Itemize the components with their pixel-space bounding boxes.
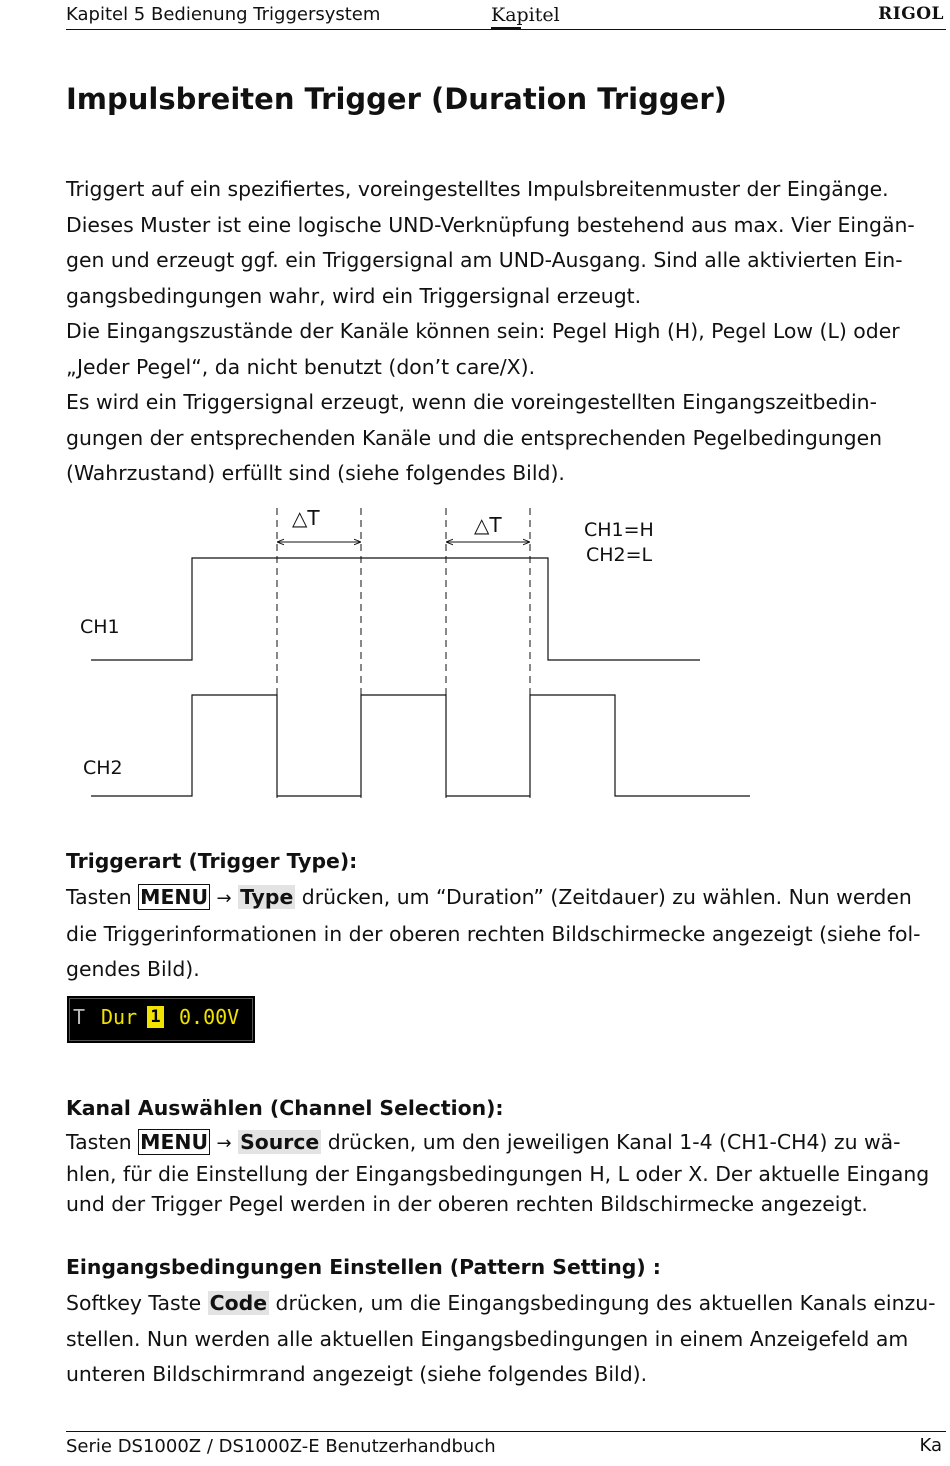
delta-t-label-2: △T	[474, 513, 502, 537]
header-brand-logo: RIGOL	[878, 4, 944, 24]
footer-divider	[66, 1431, 946, 1432]
page-title: Impulsbreiten Trigger (Duration Trigger)	[66, 82, 727, 116]
pattern-setting-heading: Eingangsbedingungen Einstellen (Pattern Setting) :	[66, 1255, 661, 1279]
header-center-fragment: Kapitel	[491, 3, 521, 29]
ch1-waveform	[91, 558, 700, 660]
ch2-label: CH2	[83, 757, 123, 779]
type-softkey: Type	[240, 885, 294, 909]
condition-ch1: CH1=H	[584, 519, 654, 541]
trigger-type-heading: Triggerart (Trigger Type):	[66, 849, 358, 873]
menu-key: MENU	[140, 885, 208, 909]
trigger-level-text: 0.00V	[179, 1005, 240, 1029]
delta-t-label-1: △T	[292, 506, 320, 530]
footer-manual-title: Serie DS1000Z / DS1000Z-E Benutzerhandbuch	[66, 1436, 496, 1457]
channel-selection-heading: Kanal Auswählen (Channel Selection):	[66, 1096, 504, 1120]
pattern-setting-text: Softkey Taste Code drücken, um die Eingangsbedingung des aktuellen Kanals einzu-stellen. Nun werden alle aktuellen Eingangsbedingungen in einem Anzeigefeld am unteren Bildschirmrand angezeigt (siehe folgendes Bild).	[66, 1291, 936, 1386]
ch1-label: CH1	[80, 616, 120, 638]
trigger-type-text: Tasten MENU → Type drücken, um “Duration” (Zeitdauer) zu wählen. Nun werden die Triggerinformationen in der oberen rechten Bildschirmecke angezeigt (siehe fol-gendes Bild).	[66, 885, 921, 981]
arrow-icon: →	[216, 1133, 232, 1154]
intro-paragraph-3: Es wird ein Triggersignal erzeugt, wenn die voreingestellten Eingangszeitbedin-gungen der entsprechenden Kanäle und die entsprechenden Pegelbedingungen (Wahrzustand) erfüllt sind (siehe folgendes Bild).	[66, 390, 883, 485]
condition-ch2: CH2=L	[586, 544, 653, 566]
time-boundary-lines	[277, 508, 530, 798]
header-divider	[66, 29, 946, 30]
arrow-icon: →	[216, 888, 232, 909]
channel-selection-text: Tasten MENU → Source drücken, um den jeweiligen Kanal 1-4 (CH1-CH4) zu wä-hlen, für die Einstellung der Eingangsbedingungen H, L oder X. Der aktuelle Eingang und der Trigger Pegel werden in der oberen rechten Bildschirmecke angezeigt.	[66, 1130, 930, 1216]
intro-paragraph-2: Die Eingangszustände der Kanäle können sein: Pegel High (H), Pegel Low (L) oder „Jeder Pegel“, da nicht benutzt (don’t care/X).	[66, 319, 900, 379]
menu-key: MENU	[140, 1130, 208, 1154]
scope-trigger-display	[67, 996, 255, 1043]
timing-diagram	[0, 500, 950, 810]
intro-text	[66, 172, 946, 492]
source-softkey: Source	[240, 1130, 320, 1154]
trigger-icon: T	[73, 1005, 86, 1029]
ch2-waveform	[91, 695, 750, 796]
trigger-mode-text: Dur	[101, 1005, 138, 1029]
trigger-channel-badge: 1	[147, 1006, 164, 1028]
footer-page-fragment: Ka	[919, 1435, 942, 1456]
code-softkey: Code	[209, 1291, 268, 1315]
intro-paragraph-1: Triggert auf ein spezifiertes, voreingestelltes Impulsbreitenmuster der Eingänge. Dieses Muster ist eine logische UND-Verknüpfung bestehend aus max. Vier Eingän-gen und erzeugt ggf. ein Triggersignal am UND-Ausgang. Sind alle aktivierten Ein-gangsbedingungen wahr, wird ein Triggersignal erzeugt.	[66, 177, 915, 308]
header-chapter: Kapitel 5 Bedienung Triggersystem	[66, 4, 381, 25]
